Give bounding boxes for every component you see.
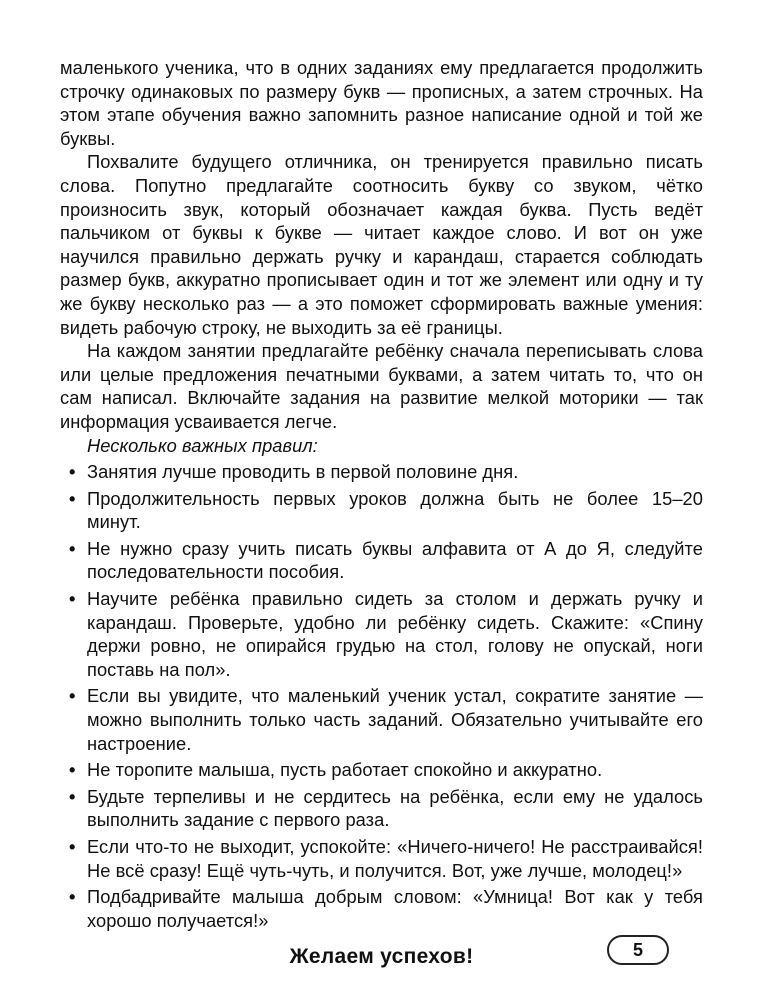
rule-text: Научите ребёнка правильно сидеть за столом и держать ручку и карандаш. Проверьте, удобно ли ребёнку сидеть. Скажите: «Спину держи ровно, не опирайся грудью на стол, голову не опускай, ноги поставь на пол». <box>87 588 703 680</box>
list-item <box>60 758 703 782</box>
rule-text: Не торопите малыша, пусть работает спокойно и аккуратно. <box>87 759 603 781</box>
bullet-icon: • <box>69 461 76 483</box>
rule-text: Если что-то не выходит, успокойте: «Ничего-ничего! Не расстраивайся! Не всё сразу! Ещё чуть-чуть, и получится. Вот, уже лучше, молодец!» <box>87 836 703 881</box>
page-number-badge <box>607 935 669 965</box>
bullet-icon: • <box>69 685 76 707</box>
rules-intro: Несколько важных правил: <box>87 434 318 456</box>
page-number: 5 <box>632 939 643 960</box>
list-item <box>60 885 703 932</box>
list-item <box>60 537 703 584</box>
rule-text: Будьте терпеливы и не сердитесь на ребёнка, если ему не удалось выполнить задание с первого раза. <box>87 785 703 831</box>
text-column <box>60 56 703 970</box>
list-item <box>60 785 703 832</box>
list-item <box>60 460 703 484</box>
rules-list <box>60 460 703 932</box>
list-item <box>60 835 703 882</box>
bullet-icon: • <box>69 537 76 559</box>
list-item <box>60 684 703 755</box>
list-item <box>60 587 703 681</box>
bullet-icon: • <box>69 886 76 908</box>
list-item <box>60 487 703 534</box>
paragraph-lessons: На каждом занятии предлагайте ребёнку сначала переписывать слова или целые предложения печатными буквами, а затем читать то, что он сам написал. Включайте задания на развитие мелкой моторики — так информация усваивается легче. <box>60 340 703 432</box>
rule-text: Занятия лучше проводить в первой половине дня. <box>87 461 519 483</box>
bullet-icon: • <box>69 785 76 807</box>
bullet-icon: • <box>69 836 76 857</box>
paragraph-continuation: маленького ученика, что в одних заданиях ему предлагается продолжить строчку одинаковых по размеру букв — прописных, а затем строчных. На этом этапе обучения важно запомнить разное написание одной и той же буквы. <box>60 57 703 149</box>
rule-text: Продолжительность первых уроков должна быть не более 15–20 минут. <box>87 487 703 533</box>
rule-text: Подбадривайте малыша добрым словом: «Умница! Вот как у тебя хорошо получается!» <box>87 886 703 931</box>
bullet-icon: • <box>69 588 76 610</box>
bullet-icon: • <box>69 759 76 781</box>
paragraph-praise: Похвалите будущего отличника, он тренируется правильно писать слова. Попутно предлагайте соотносить букву со звуком, чётко произносить звук, который обозначает каждая буква. Пусть ведёт пальчиком от буквы к букве — читает каждое слово. И вот он уже научился правильно держать ручку и карандаш, старается соблюдать размер букв, аккуратно прописывает один и тот же элемент или одну и ту же букву несколько раз — а это поможет сформировать важные умения: видеть рабочую строку, не выходить за её границы. <box>60 151 703 338</box>
closing-wish: Желаем успехов! <box>289 945 474 969</box>
bullet-icon: • <box>69 487 76 509</box>
rule-text: Не нужно сразу учить писать буквы алфавита от А до Я, следуйте последовательности пособия. <box>87 537 703 583</box>
rule-text: Если вы увидите, что маленький ученик устал, сократите занятие — можно выполнить только часть заданий. Обязательно учитывайте его настроение. <box>87 685 703 754</box>
